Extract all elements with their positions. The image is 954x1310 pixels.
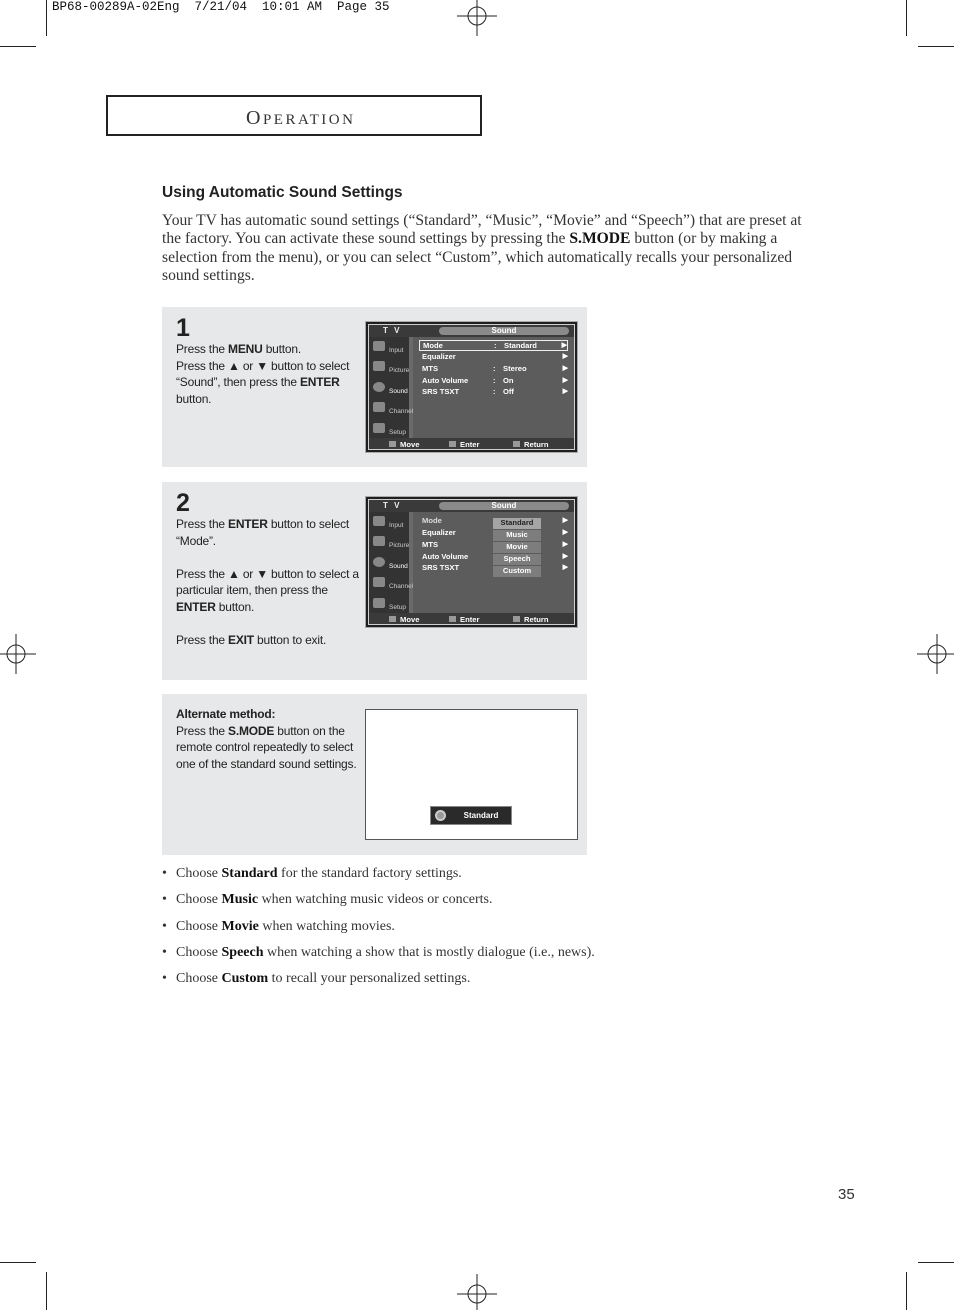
step-number: 2	[176, 489, 190, 517]
osd-row-name: Equalizer	[422, 352, 456, 361]
osd-bottom-bar	[369, 613, 574, 624]
osd-category-setup	[371, 421, 409, 439]
mode-option-music[interactable]: Music	[493, 530, 541, 541]
arrow-right-icon: ▶	[562, 553, 568, 560]
osd-category-label: Picture	[389, 542, 410, 549]
osd-category-picture	[371, 534, 409, 552]
osd-category-sidebar	[369, 512, 414, 613]
crop-mark	[46, 0, 47, 36]
list-keyword: Movie	[221, 918, 259, 934]
arrow-right-icon: ▶	[561, 342, 567, 349]
input-icon	[373, 341, 385, 351]
channel-icon	[373, 402, 385, 412]
crop-mark	[906, 0, 907, 36]
step-text: button.	[176, 391, 212, 406]
osd-category-setup	[371, 596, 409, 614]
osd-hint-label: Move	[400, 440, 420, 449]
list-text: Choose	[176, 866, 222, 881]
step-instructions	[176, 341, 362, 407]
osd-title-pill	[439, 327, 569, 335]
osd-row-name: Auto Volume	[422, 552, 469, 561]
arrow-right-icon: ▶	[562, 541, 568, 548]
step-text: button to exit.	[253, 633, 327, 648]
osd-row-name: Mode	[423, 341, 443, 350]
key-smode: S.MODE	[228, 723, 275, 738]
crop-mark	[918, 46, 954, 47]
intro-text: button (or by making a selection from the menu), or you can select “Custom”, which automatically recalls your personalized sound settings.	[162, 230, 793, 284]
list-item	[162, 918, 802, 935]
step-text: Press the	[176, 342, 229, 356]
osd-category-sound	[371, 380, 409, 398]
osd-category-label: Picture	[389, 367, 410, 374]
arrow-right-icon: ▶	[562, 353, 568, 360]
osd-menu-list	[413, 512, 574, 613]
list-text: when watching a show that is mostly dialogue (i.e., news).	[263, 944, 595, 960]
osd-screen	[365, 321, 578, 453]
mode-option-speech[interactable]: Speech	[493, 554, 541, 565]
list-text: Choose	[176, 892, 222, 908]
osd-row-srs-tsxt	[419, 387, 568, 398]
osd-screen	[365, 496, 578, 628]
list-text: Choose	[176, 971, 222, 987]
osd-enter-hint	[449, 439, 480, 449]
arrow-right-icon: ▶	[562, 377, 568, 384]
osd-top-bar	[369, 500, 574, 512]
intro-smode: S.MODE	[569, 230, 631, 248]
osd-row-name: SRS TSXT	[422, 563, 460, 572]
osd-row-name: Mode	[422, 516, 442, 525]
osd-category-label: Channel	[389, 408, 414, 415]
list-text: Choose	[176, 918, 222, 934]
print-slug: BP68-00289A-02Eng 7/21/04 10:01 AM Page 35	[52, 0, 390, 14]
osd-row-colon: :	[493, 364, 496, 373]
bullet-icon: •	[162, 918, 167, 934]
osd-category-label: Input	[389, 522, 404, 529]
osd-category-input	[371, 339, 409, 357]
return-icon	[513, 616, 520, 622]
step-text: Press the	[176, 517, 229, 531]
osd-category-input	[371, 514, 409, 532]
list-text: when watching movies.	[258, 918, 395, 934]
step-text: Press the	[176, 633, 229, 648]
alternate-instructions	[176, 706, 362, 772]
osd-row-name: SRS TSXT	[422, 387, 460, 396]
osd-row-colon: :	[493, 387, 496, 396]
page-heading: Using Automatic Sound Settings	[162, 184, 403, 201]
section-title-rest: PERATION	[262, 112, 356, 128]
osd-category-sidebar	[369, 337, 414, 438]
setup-icon	[373, 423, 385, 433]
list-keyword: Custom	[221, 971, 269, 987]
key-enter: ENTER	[228, 517, 268, 531]
sound-mode-list	[162, 865, 802, 996]
tv-screen-preview	[365, 709, 578, 840]
key-exit: EXIT	[228, 633, 254, 648]
arrow-right-icon: ▶	[562, 388, 568, 395]
step-text: Press the	[176, 723, 229, 738]
section-title	[246, 107, 355, 130]
sound-icon	[373, 557, 385, 567]
setup-icon	[373, 598, 385, 608]
osd-row-value: Standard	[504, 341, 537, 350]
list-text: to recall your personalized settings.	[268, 971, 471, 987]
key-menu: MENU	[228, 342, 263, 356]
osd-row-equalizer	[419, 352, 568, 363]
osd-inner	[368, 324, 575, 450]
osd-category-label: Channel	[389, 583, 414, 590]
osd-bottom-bar	[369, 438, 574, 449]
osd-return-hint	[513, 614, 549, 624]
bullet-icon: •	[162, 892, 167, 908]
osd-hint-label: Return	[524, 440, 549, 449]
registration-mark-icon	[457, 0, 497, 36]
osd-inner	[368, 499, 575, 625]
list-item	[162, 891, 802, 908]
input-icon	[373, 516, 385, 526]
crop-mark	[0, 1262, 36, 1263]
step-text: button on the remote control repeatedly to select one of the standard sound settings.	[176, 723, 357, 771]
bullet-icon: •	[162, 944, 167, 960]
list-item	[162, 865, 802, 882]
osd-category-channel	[371, 400, 414, 418]
crop-mark	[918, 1262, 954, 1263]
alternate-label: Alternate method:	[176, 707, 276, 721]
osd-category-label: Setup	[389, 604, 406, 611]
osd-move-hint	[389, 614, 420, 624]
mode-option-custom[interactable]: Custom	[493, 566, 541, 577]
step-1-panel	[162, 307, 587, 467]
arrow-right-icon: ▶	[562, 365, 568, 372]
crop-mark	[46, 1272, 47, 1310]
picture-icon	[373, 361, 385, 371]
section-header-box	[106, 95, 482, 136]
return-icon	[513, 441, 520, 447]
osd-row-value: On	[503, 376, 514, 385]
step-instructions	[176, 516, 362, 665]
osd-enter-hint	[449, 614, 480, 624]
osd-row-colon: :	[494, 341, 497, 350]
list-keyword: Speech	[221, 944, 264, 960]
enter-icon	[449, 441, 456, 447]
osd-row-colon: :	[493, 376, 496, 385]
enter-icon	[449, 616, 456, 622]
osd-row-auto-volume	[419, 376, 568, 387]
osd-title-pill	[439, 502, 569, 510]
key-enter: ENTER	[299, 375, 340, 390]
osd-category-label: Sound	[389, 388, 408, 395]
move-icon	[389, 441, 396, 447]
step-text: button to select “Mode”.	[176, 517, 350, 548]
channel-icon	[373, 577, 385, 587]
crop-mark	[906, 1272, 907, 1310]
osd-row-name: MTS	[422, 540, 439, 549]
osd-category-label: Setup	[389, 429, 406, 436]
osd-hint-label: Enter	[460, 440, 480, 449]
alternate-method-panel	[162, 694, 587, 855]
step-text: Press the ▲ or ▼ button to select a particular item, then press the	[176, 566, 359, 598]
sound-mode-label: Standard	[463, 811, 499, 820]
bullet-icon: •	[162, 971, 167, 987]
osd-menu-list	[413, 337, 574, 438]
arrow-right-icon: ▶	[562, 529, 568, 536]
osd-hint-label: Move	[400, 615, 420, 624]
osd-row-name: MTS	[422, 364, 439, 373]
move-icon	[389, 616, 396, 622]
osd-hint-label: Enter	[460, 615, 480, 624]
sound-icon	[373, 382, 385, 392]
osd-top-bar	[369, 325, 574, 337]
registration-mark-icon	[0, 634, 36, 674]
list-keyword: Music	[221, 892, 259, 908]
osd-row-value: Stereo	[503, 364, 527, 373]
osd-row-name: Auto Volume	[422, 376, 469, 385]
crop-mark	[0, 46, 36, 47]
osd-row-mts	[419, 364, 568, 375]
list-item	[162, 944, 802, 961]
osd-hint-label: Return	[524, 615, 549, 624]
osd-row-name: Equalizer	[422, 528, 456, 537]
list-keyword: Standard	[221, 866, 278, 881]
step-text: Press the ▲ or ▼ button to select “Sound”, then press the	[176, 358, 350, 390]
sound-mode-badge	[430, 806, 512, 825]
mode-option-movie[interactable]: Movie	[493, 542, 541, 553]
step-text: button.	[215, 599, 255, 614]
mode-option-standard[interactable]: Standard	[493, 518, 541, 529]
step-number: 1	[176, 314, 190, 342]
osd-row-mode	[419, 340, 568, 351]
key-enter: ENTER	[176, 599, 216, 614]
osd-move-hint	[389, 439, 420, 449]
list-text: for the standard factory settings.	[277, 866, 462, 881]
osd-return-hint	[513, 439, 549, 449]
intro-paragraph	[162, 212, 812, 285]
list-text: Choose	[176, 944, 222, 960]
list-item	[162, 970, 802, 987]
osd-category-label: Input	[389, 347, 404, 354]
step-2-panel	[162, 482, 587, 680]
osd-category-channel	[371, 575, 414, 593]
page-number: 35	[838, 1186, 855, 1203]
step-text: button.	[262, 342, 302, 356]
osd-category-picture	[371, 359, 409, 377]
registration-mark-icon	[457, 1274, 497, 1310]
arrow-right-icon: ▶	[562, 564, 568, 571]
speaker-icon	[435, 810, 446, 821]
osd-tv-label: T V	[383, 501, 402, 510]
osd-row-value: Off	[503, 387, 514, 396]
registration-mark-icon	[917, 634, 954, 674]
osd-category-label: Sound	[389, 563, 408, 570]
mode-option-list	[493, 518, 541, 578]
osd-category-sound	[371, 555, 409, 573]
arrow-right-icon: ▶	[562, 517, 568, 524]
osd-tv-label: T V	[383, 326, 402, 335]
bullet-icon: •	[162, 866, 167, 881]
intro-text: Your TV has automatic sound settings (“Standard”, “Music”, “Movie” and “Speech”) that are preset at the factory. You can activate these sound settings by pressing the	[162, 212, 802, 248]
osd-title: Sound	[491, 501, 517, 510]
osd-title: Sound	[491, 326, 517, 335]
picture-icon	[373, 536, 385, 546]
list-text: when watching music videos or concerts.	[258, 892, 493, 908]
section-title-initial: O	[246, 107, 263, 129]
